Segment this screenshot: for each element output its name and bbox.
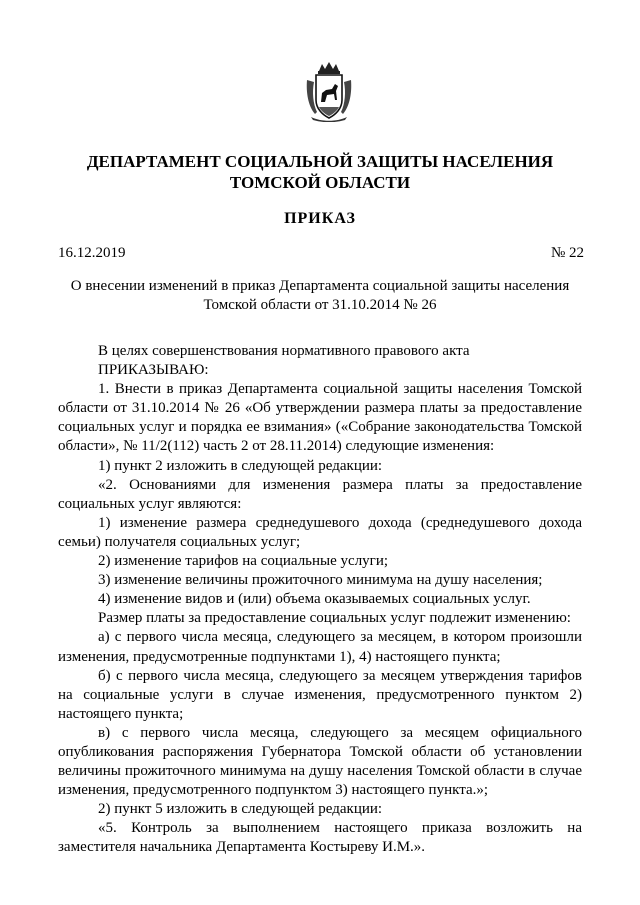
document-body bbox=[58, 342, 582, 858]
paragraph-13: «5. Контроль за выполнением настоящего приказа возложить на заместителя начальника Департамента Костыреву И.М.». bbox=[58, 820, 582, 856]
paragraph-9: а) с первого числа месяца, следующего за месяцем, в котором произошли изменения, предусмотренные подпунктами 1), 4) настоящего пункта; bbox=[58, 629, 582, 665]
document-number: № 22 bbox=[550, 245, 584, 261]
document-type-title: ПРИКАЗ bbox=[284, 210, 356, 227]
department-name-line1: ДЕПАРТАМЕНТ СОЦИАЛЬНОЙ ЗАЩИТЫ НАСЕЛЕНИЯ bbox=[86, 152, 554, 171]
paragraph-8: Размер платы за предоставление социальных услуг подлежит изменению: bbox=[98, 610, 571, 627]
subject-line1: О внесении изменений в приказ Департамента социальной защиты населения bbox=[70, 278, 570, 294]
department-name-line2: ТОМСКОЙ ОБЛАСТИ bbox=[229, 173, 411, 192]
paragraph-11: в) с первого числа месяца, следующего за месяцем официального опубликования распоряжения Губернатора Томской области об установлении величины прожиточного минимума на душу населения Томской области в случае изменения, предусмотренного подпунктом 3) настоящего пункта.»; bbox=[58, 724, 582, 799]
paragraph-12: 2) пункт 5 изложить в следующей редакции: bbox=[98, 801, 383, 818]
document-date: 16.12.2019 bbox=[58, 245, 126, 261]
subject-line2: Томской области от 31.10.2014 № 26 bbox=[203, 297, 437, 313]
paragraph-5: 2) изменение тарифов на социальные услуги; bbox=[98, 553, 389, 570]
paragraph-10: б) с первого числа месяца, следующего за месяцем утверждения тарифов на социальные услуги в случае изменения, предусмотренного пунктом 2) настоящего пункта; bbox=[58, 667, 582, 722]
coat-of-arms-icon bbox=[305, 62, 353, 122]
paragraph-4: 1) изменение размера среднедушевого дохода (среднедушевого дохода семьи) получателя социальных услуг; bbox=[58, 514, 582, 550]
paragraph-1: 1. Внести в приказ Департамента социальной защиты населения Томской области от 31.10.2014 № 26 «Об утверждении размера платы за предоставление социальных услуг и порядка ее взимания» («Собрание законодательства Томской области», № 11/2(112) часть 2 от 28.11.2014) следующие изменения: bbox=[58, 381, 582, 455]
purpose-paragraph: В целях совершенствования нормативного правового акта bbox=[98, 343, 470, 359]
paragraph-7: 4) изменение видов и (или) объема оказываемых социальных услуг. bbox=[98, 591, 531, 608]
order-word: ПРИКАЗЫВАЮ: bbox=[98, 362, 209, 379]
paragraph-6: 3) изменение величины прожиточного минимума на душу населения; bbox=[98, 572, 543, 589]
paragraph-2: 1) пункт 2 изложить в следующей редакции: bbox=[98, 457, 383, 474]
paragraph-3: «2. Основаниями для изменения размера платы за предоставление социальных услуг являются: bbox=[58, 476, 582, 512]
